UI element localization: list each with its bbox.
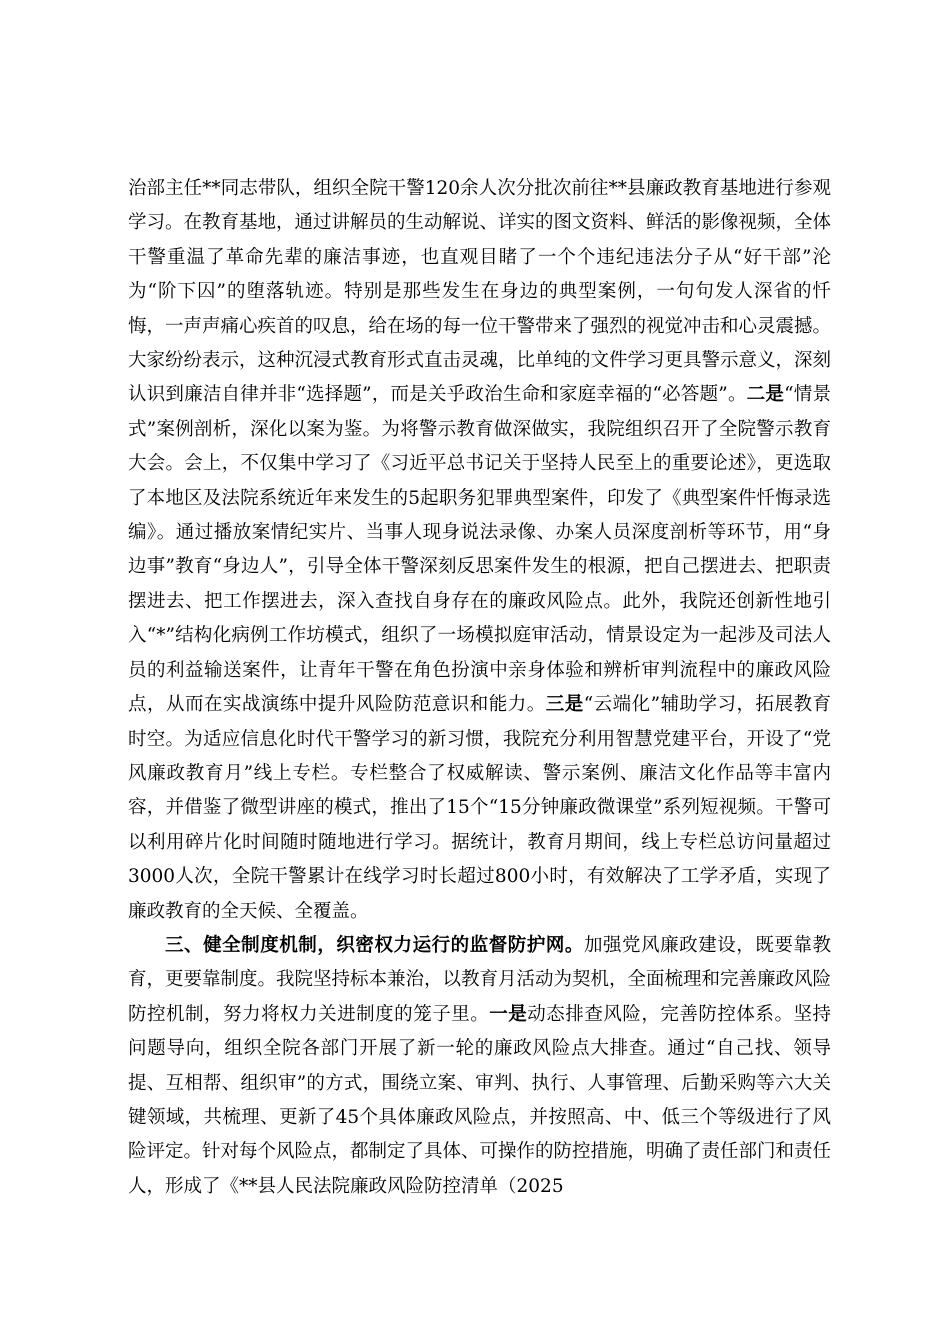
bold-ordinal: 二是: [746, 384, 785, 406]
paragraph-text: 治部主任**同志带队，组织全院干警120余人次分批次前往**县廉政教育基地进行参观学习。在教育基地，通过讲解员的生动解说、详实的图文资料、鲜活的影像视频，全体干警重温了革命先辈的廉洁事迹，也直观目睹了一个个违纪违法分子从“好干部”沦为“阶下囚”的堕落轨迹。特别是那些发生在身边的典型案例，一句句发人深省的忏悔，一声声痛心疾首的叹息，给在场的每一位干警带来了强烈的视觉冲击和心灵震撼。大家纷纷表示，这种沉浸式教育形式直击灵魂，比单纯的文件学习更具警示意义，深刻认识到廉洁自律并非“选择题”，而是关乎政治生命和家庭幸福的“必答题”。: [128, 178, 832, 406]
section-paragraph: [128, 929, 831, 1204]
body-paragraph: [128, 172, 831, 929]
bold-ordinal: 三是: [545, 694, 584, 716]
paragraph-text: “云端化”辅助学习，拓展教育时空。为适应信息化时代干警学习的新习惯，我院充分利用智慧党建平台，开设了“党风廉政教育月”线上专栏。专栏整合了权威解读、警示案例、廉洁文化作品等丰富内容，并借鉴了微型讲座的模式，推出了15个“15分钟廉政微课堂”系列短视频。干警可以利用碎片化时间随时随地进行学习。据统计，教育月期间，线上专栏总访问量超过3000人次，全院干警累计在线学习时长超过800小时，有效解决了工学矛盾，实现了廉政教育的全天候、全覆盖。: [128, 694, 831, 922]
paragraph-text: “情景式”案例剖析，深化以案为鉴。为将警示教育做深做实，我院组织召开了全院警示教育大会。会上，不仅集中学习了《习近平总书记关于坚持人民至上的重要论述》，更选取了本地区及法院系统近年来发生的5起职务犯罪典型案件，印发了《典型案件忏悔录选编》。通过播放案情纪实片、当事人现身说法录像、办案人员深度剖析等环节，用“身边事”教育“身边人”，引导全体干警深刻反思案件发生的根源，把自己摆进去、把职责摆进去、把工作摆进去，深入查找自身存在的廉政风险点。此外，我院还创新性地引入“*”结构化病例工作坊模式，组织了一场模拟庭审活动，情景设定为一起涉及司法人员的利益输送案件，让青年干警在角色扮演中亲身体验和辨析审判流程中的廉政风险点，从而在实战演练中提升风险防范意识和能力。: [128, 384, 831, 716]
bold-ordinal: 一是: [489, 1003, 528, 1025]
section-heading: 三、健全制度机制，织密权力运行的监督防护网。: [165, 934, 584, 956]
paragraph-text: 加强党风廉政建设，既要靠教育，更要靠制度。我院坚持标本兼治，以教育月活动为契机，全面梳理和完善廉政风险防控机制，努力将权力关进制度的笼子里。: [128, 934, 832, 1025]
document-body: [128, 172, 831, 1204]
paragraph-text: 动态排查风险，完善防控体系。坚持问题导向，组织全院各部门开展了新一轮的廉政风险点大排查。通过“自己找、领导提、互相帮、组织审”的方式，围绕立案、审判、执行、人事管理、后勤采购等六大关键领域，共梳理、更新了45个具体廉政风险点，并按照高、中、低三个等级进行了风险评定。针对每个风险点，都制定了具体、可操作的防控措施，明确了责任部门和责任人，形成了《**县人民法院廉政风险防控清单（2025: [128, 1003, 832, 1197]
